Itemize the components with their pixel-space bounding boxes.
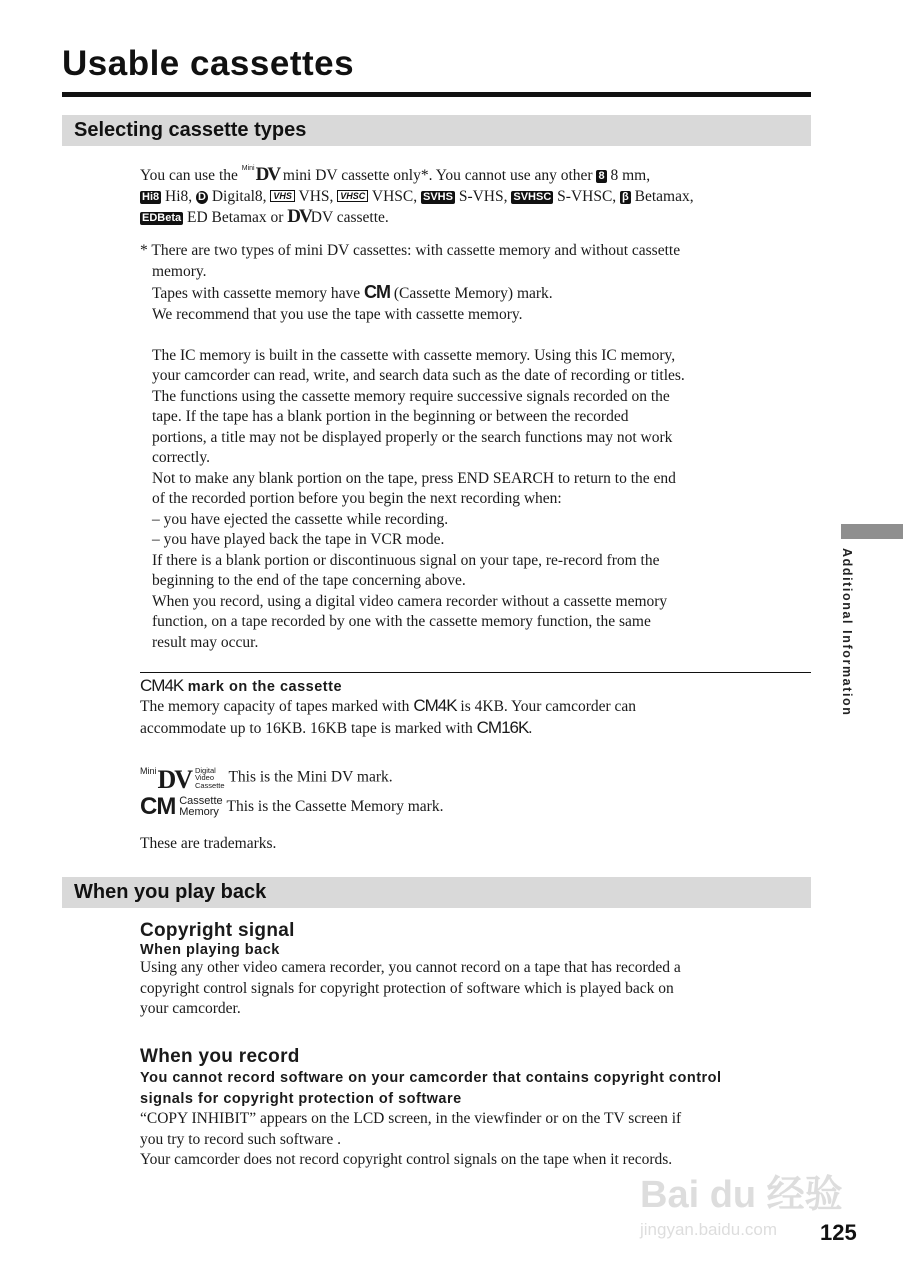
intro-text: DV cassette.: [310, 209, 389, 226]
mini-label: Mini: [241, 165, 255, 172]
intro-text: Betamax,: [630, 187, 694, 205]
para-line: – you have ejected the cassette while recording.: [152, 510, 449, 528]
para-line: tape. If the tape has a blank portion in the beginning or between the recorded: [152, 408, 629, 425]
section-heading-playback: When you play back: [62, 877, 811, 908]
para-line: beginning to the end of the tape concerning above.: [152, 572, 466, 589]
cm-logo-icon: CM: [140, 792, 176, 820]
intro-text: mini DV cassette only*. You cannot use any other: [279, 167, 597, 184]
cm4k-text: is 4KB. Your camcorder can: [456, 698, 637, 715]
copyright-text: [140, 958, 812, 1020]
para-line: If there is a blank portion or discontinuous signal on your tape, re-record from the: [152, 551, 660, 569]
intro-text: S-VHSC,: [553, 187, 621, 205]
digital-video-cassette-label: [195, 767, 225, 790]
para-line: The functions using the cassette memory require successive signals recorded on the: [152, 387, 670, 405]
digital8-icon: D: [198, 190, 206, 203]
copyright-line: Using any other video camera recorder, you cannot record on a tape that has recorded a: [140, 959, 681, 976]
intro-text: ED Betamax or: [183, 209, 288, 226]
intro-text: S-VHS,: [454, 187, 512, 205]
intro-line-2: [140, 187, 812, 208]
record-line: you try to record such software .: [140, 1130, 342, 1148]
intro-line-1: [140, 159, 812, 187]
cm-mark-row: [140, 792, 444, 820]
cm4k-text: .: [528, 719, 533, 737]
footnote-line: memory.: [152, 262, 207, 280]
cm4k-heading: [140, 676, 812, 696]
logo-small-text: Video: [194, 773, 214, 782]
hi8-icon: Hi8: [142, 190, 160, 203]
intro-line-3: [140, 207, 812, 229]
cm16k-icon: CM16K: [476, 717, 529, 737]
intro-text: Digital8,: [207, 187, 271, 205]
trademarks-note: These are trademarks.: [140, 835, 277, 852]
record-heading: When you record: [140, 1046, 300, 1067]
minidv-logo-icon: [140, 761, 191, 795]
logo-small-text: Digital: [194, 765, 216, 775]
minidv-mark-row: [140, 761, 393, 795]
logo-small-text: Memory: [179, 806, 219, 818]
mini-label: Mini: [140, 766, 157, 776]
minidv-mark-text: This is the Mini DV mark.: [228, 768, 393, 786]
vhsc-icon: VHSC: [337, 190, 368, 202]
intro-text: Hi8,: [161, 187, 196, 205]
watermark-text: Bai du 经验: [640, 1174, 843, 1216]
intro-text: You can use the: [140, 167, 242, 184]
intro-text: 8 mm,: [606, 167, 651, 184]
record-block: [140, 1046, 812, 1171]
record-subheading: [140, 1068, 812, 1109]
para-line: The IC memory is built in the cassette with cassette memory. Using this IC memory,: [152, 346, 676, 364]
footnote: [140, 241, 812, 653]
page-title: Usable cassettes: [62, 44, 355, 83]
copyright-line: your camcorder.: [140, 1000, 241, 1017]
logo-small-text: Cassette: [179, 795, 223, 807]
side-section-label: Additional Information: [840, 548, 854, 717]
8mm-icon: 8: [598, 170, 605, 182]
record-text: [140, 1109, 812, 1171]
copyright-heading: Copyright signal: [140, 920, 295, 941]
ic-memory-paragraph: [140, 346, 812, 654]
dv-logo: DV: [157, 765, 192, 794]
svhs-icon: SVHS: [422, 190, 453, 203]
copyright-line: copyright control signals for copyright protection of software which is played back on: [140, 979, 674, 997]
section-divider: [140, 672, 811, 673]
ed-betamax-icon: EDBeta: [142, 212, 182, 224]
para-line: function, on a tape recorded by one with the cassette memory function, the same: [152, 613, 651, 630]
footnote-text: Tapes with cassette memory have: [152, 285, 364, 302]
cm4k-text: accommodate up to 16KB. 16KB tape is marked with: [140, 719, 477, 737]
cm4k-text: The memory capacity of tapes marked with: [140, 698, 414, 715]
footnote-star: *: [140, 242, 148, 259]
record-subheading-line: You cannot record software on your camcorder that contains copyright control: [140, 1070, 722, 1086]
copyright-block: [140, 920, 812, 1020]
para-line: – you have played back the tape in VCR mode.: [152, 531, 445, 548]
footnote-text: (Cassette Memory) mark.: [389, 285, 553, 302]
para-line: your camcorder can read, write, and search data such as the date of recording or titles.: [152, 367, 685, 384]
footnote-line: [140, 241, 812, 262]
cm4k-block: [140, 676, 812, 739]
side-tab-marker: [841, 524, 903, 539]
page-number: 125: [820, 1220, 857, 1245]
cm4k-heading-text: mark on the cassette: [183, 679, 343, 695]
cm4k-icon: CM4K: [140, 676, 184, 695]
cm-mark-text: This is the Cassette Memory mark.: [226, 797, 444, 815]
dv-icon: DV: [287, 206, 311, 227]
svhsc-icon: SVHSC: [513, 190, 552, 203]
cassette-memory-label: [179, 796, 222, 818]
record-line: Your camcorder does not record copyright control signals on the tape when it records.: [140, 1151, 673, 1168]
cm4k-icon: CM4K: [413, 696, 457, 715]
watermark-url: jingyan.baidu.com: [640, 1220, 778, 1239]
record-subheading-line: signals for copyright protection of software: [140, 1090, 462, 1107]
intro-text: VHS,: [294, 187, 338, 205]
para-line: portions, a title may not be displayed properly or the search functions may not work: [152, 428, 673, 446]
footnote-line: [140, 282, 812, 305]
intro-text: VHSC,: [368, 187, 421, 205]
betamax-icon: β: [622, 190, 629, 203]
footnote-line: We recommend that you use the tape with cassette memory.: [152, 305, 523, 323]
intro-paragraph: [140, 159, 812, 229]
copyright-subheading: When playing back: [140, 942, 280, 958]
cassette-memory-icon: CM: [363, 282, 390, 302]
cm4k-line: [140, 718, 812, 740]
logo-small-text: Cassette: [194, 780, 225, 790]
para-line: When you record, using a digital video camera recorder without a cassette memory: [152, 592, 668, 610]
para-line: of the recorded portion before you begin the next recording when:: [152, 490, 562, 507]
cm4k-line: [140, 696, 812, 718]
footnote-text: There are two types of mini DV cassettes: with cassette memory and without cassette: [151, 242, 681, 259]
record-line: “COPY INHIBIT” appears on the LCD screen, in the viewfinder or on the TV screen if: [140, 1110, 682, 1127]
title-rule: [62, 92, 811, 97]
minidv-icon: DV: [255, 164, 280, 185]
para-line: Not to make any blank portion on the tape, press END SEARCH to return to the end: [152, 469, 676, 487]
para-line: correctly.: [152, 449, 210, 466]
section-heading-selecting: Selecting cassette types: [62, 115, 811, 146]
vhs-icon: VHS: [270, 190, 295, 202]
para-line: result may occur.: [152, 633, 259, 651]
